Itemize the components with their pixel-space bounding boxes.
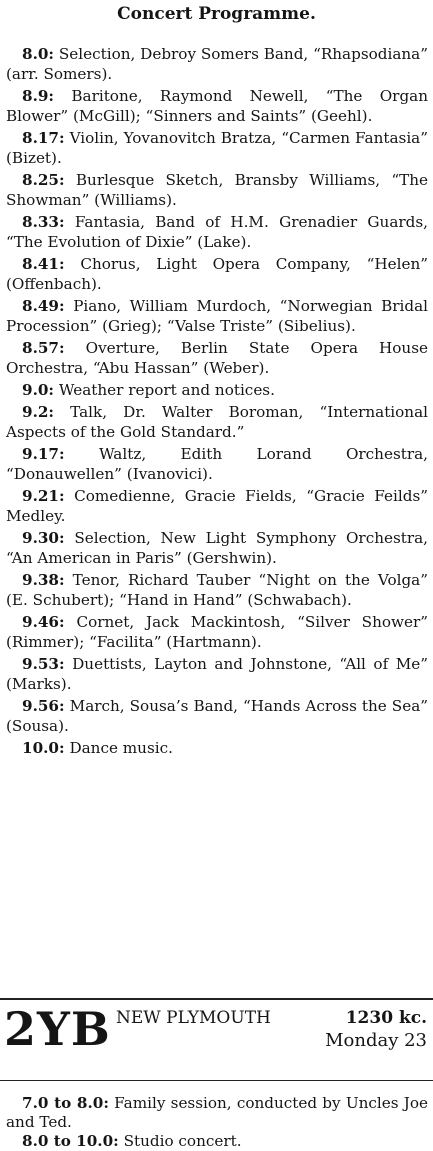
programme-item [6,696,428,736]
programme-text: Comedienne, Gracie Fields, “Gracie Feilds” Medley. [6,487,428,525]
programme-time: 9.17: [22,445,65,463]
programme-time: 9.56: [22,697,65,715]
programme-text: Studio concert. [123,1132,242,1150]
programme-text: Overture, Berlin State Opera House Orchestra, “Abu Hassan” (Weber). [6,339,428,377]
divider-rule [0,998,433,1000]
programme-text: Family session, conducted by Uncles Joe and Ted. [6,1094,428,1131]
programme-text: Chorus, Light Opera Company, “Helen” (Offenbach). [6,255,429,293]
programme-time: 9.30: [22,529,65,547]
programme-item [6,444,428,484]
programme-time: 9.53: [22,655,65,673]
divider-rule [0,1080,433,1081]
programme-text: Selection, Debroy Somers Band, “Rhapsodiana” (arr. Somers). [6,45,429,83]
programme-time: 8.33: [22,213,65,231]
programme-item [6,380,428,400]
programme-item [6,128,428,168]
programme-item [6,296,428,336]
programme-list [6,44,428,760]
programme-text: Dance music. [69,739,173,757]
programme-text: Tenor, Richard Tauber “Night on the Volga” (E. Schubert); “Hand in Hand” (Schwabach). [6,571,428,609]
programme-time: 9.2: [22,403,55,421]
programme-item [6,254,428,294]
programme-item [6,212,428,252]
station-callsign: 2YB [4,1002,111,1056]
programme-time: 8.41: [22,255,65,273]
programme-text: Waltz, Edith Lorand Orchestra, “Donauwellen” (Ivanovici). [6,445,428,483]
programme-item [6,486,428,526]
programme-text: Weather report and notices. [58,381,275,399]
programme-text: Selection, New Light Symphony Orchestra, “An American in Paris” (Gershwin). [6,529,429,567]
programme-item [6,1132,428,1151]
programme-time: 8.17: [22,129,65,147]
programme-time: 8.9: [22,87,55,105]
programme-time: 8.25: [22,171,65,189]
programme-time: 8.49: [22,297,65,315]
programme-text: Duettists, Layton and Johnstone, “All of Me” (Marks). [6,655,428,693]
programme-item [6,402,428,442]
programme-text: Baritone, Raymond Newell, “The Organ Blower” (McGill); “Sinners and Saints” (Geehl). [6,87,429,125]
station-frequency: 1230 kc. [345,1008,427,1028]
programme-item [6,654,428,694]
programme-text: Violin, Yovanovitch Bratza, “Carmen Fantasia” (Bizet). [6,129,428,167]
section-heading: Concert Programme. [117,4,316,24]
station-programme-list [6,1094,428,1151]
programme-time: 9.46: [22,613,65,631]
programme-time: 9.38: [22,571,65,589]
programme-text: Talk, Dr. Walter Boroman, “International Aspects of the Gold Standard.” [6,403,428,441]
programme-item [6,528,428,568]
programme-time: 8.57: [22,339,65,357]
programme-text: Fantasia, Band of H.M. Grenadier Guards, “The Evolution of Dixie” (Lake). [6,213,429,251]
programme-time: 8.0: [22,45,55,63]
programme-time: 7.0 to 8.0: [22,1094,109,1112]
programme-time: 9.0: [22,381,55,399]
programme-text: Burlesque Sketch, Bransby Williams, “The Showman” (Williams). [6,171,429,209]
programme-text: Piano, William Murdoch, “Norwegian Bridal Procession” (Grieg); “Valse Triste” (Sibelius). [6,297,428,335]
station-city: NEW PLYMOUTH [116,1008,271,1028]
programme-item [6,570,428,610]
programme-time: 8.0 to 10.0: [22,1132,119,1150]
programme-item [6,1094,428,1132]
programme-item [6,338,428,378]
programme-item [6,86,428,126]
programme-time: 10.0: [22,739,65,757]
programme-time: 9.21: [22,487,65,505]
programme-item [6,170,428,210]
programme-text: Cornet, Jack Mackintosh, “Silver Shower” (Rimmer); “Facilita” (Hartmann). [6,613,429,651]
programme-item [6,738,428,758]
station-day: Monday 23 [325,1030,427,1051]
programme-text: March, Sousa’s Band, “Hands Across the Sea” (Sousa). [6,697,429,735]
programme-item [6,44,428,84]
programme-item [6,612,428,652]
